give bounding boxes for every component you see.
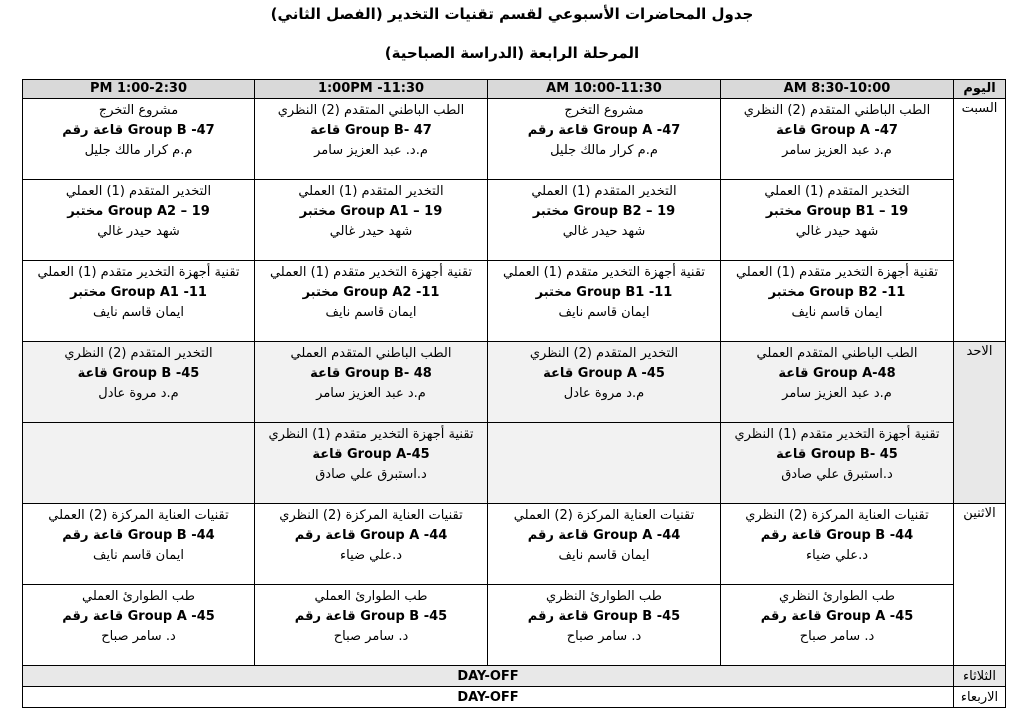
lecture-cell: التخدير المتقدم (1) العملي Group A1 – 19 مختبر شهد حيدر غالي — [255, 180, 488, 261]
lecture-cell: مشروع التخرج Group A -47 قاعة رقم م.م كرار مالك جليل — [488, 99, 721, 180]
lecture-cell: الطب الباطني المتقدم (2) النظري Group A -47 قاعة م.د عبد العزيز سامر — [721, 99, 954, 180]
lecture-cell: تقنيات العناية المركزة (2) النظري Group B -44 قاعة رقم د.علي ضياء — [721, 504, 954, 585]
page-subtitle: المرحلة الرابعة (الدراسة الصباحية) — [384, 44, 640, 62]
time-slot-header: 11:30- 1:00PM — [255, 80, 488, 99]
table-row — [23, 585, 1006, 666]
table-row — [23, 261, 1006, 342]
day-label-sunday: الاحد — [954, 342, 1006, 504]
day-off-cell: DAY-OFF — [23, 687, 954, 708]
time-slot-header: 1:00-2:30 PM — [23, 80, 255, 99]
day-off-cell: DAY-OFF — [23, 666, 954, 687]
lecture-cell: طب الطوارئ النظري Group A -45 قاعة رقم د. سامر صباح — [721, 585, 954, 666]
table-row — [23, 423, 1006, 504]
table-row — [23, 504, 1006, 585]
lecture-cell: تقنية أجهزة التخدير متقدم (1) النظري Group A-45 قاعة د.استبرق علي صادق — [255, 423, 488, 504]
day-column-header: اليوم — [954, 80, 1006, 99]
lecture-cell: تقنيات العناية المركزة (2) النظري Group A -44 قاعة رقم د.علي ضياء — [255, 504, 488, 585]
lecture-cell: التخدير المتقدم (2) النظري Group A -45 قاعة م.د مروة عادل — [488, 342, 721, 423]
lecture-cell: طب الطوارئ النظري Group B -45 قاعة رقم د. سامر صباح — [488, 585, 721, 666]
lecture-cell: تقنية أجهزة التخدير متقدم (1) العملي Group B1 -11 مختبر ايمان قاسم نايف — [488, 261, 721, 342]
lecture-cell: التخدير المتقدم (1) العملي Group B1 – 19 مختبر شهد حيدر غالي — [721, 180, 954, 261]
empty-cell — [488, 423, 721, 504]
page-title: جدول المحاضرات الأسبوعي لقسم تقنيات التخدير (الفصل الثاني) — [270, 5, 754, 23]
lecture-cell: التخدير المتقدم (1) العملي Group B2 – 19 مختبر شهد حيدر غالي — [488, 180, 721, 261]
lecture-cell: تقنية أجهزة التخدير متقدم (1) العملي Group A1 -11 مختبر ايمان قاسم نايف — [23, 261, 255, 342]
day-label-monday: الاثنين — [954, 504, 1006, 666]
lecture-cell: تقنية أجهزة التخدير متقدم (1) العملي Group A2 -11 مختبر ايمان قاسم نايف — [255, 261, 488, 342]
table-row — [23, 687, 1006, 708]
lecture-cell: تقنية أجهزة التخدير متقدم (1) النظري Group B- 45 قاعة د.استبرق علي صادق — [721, 423, 954, 504]
lecture-cell: مشروع التخرج Group B -47 قاعة رقم م.م كرار مالك جليل — [23, 99, 255, 180]
header-row — [23, 80, 1006, 99]
empty-cell — [23, 423, 255, 504]
lecture-cell: التخدير المتقدم (1) العملي Group A2 – 19 مختبر شهد حيدر غالي — [23, 180, 255, 261]
lecture-cell: تقنيات العناية المركزة (2) العملي Group A -44 قاعة رقم ايمان قاسم نايف — [488, 504, 721, 585]
day-label-tuesday: الثلاثاء — [954, 666, 1006, 687]
lecture-cell: الطب الباطني المتقدم العملي Group A-48 قاعة م.د عبد العزيز سامر — [721, 342, 954, 423]
time-slot-header: 10:00-11:30 AM — [488, 80, 721, 99]
day-label-saturday: السبت — [954, 99, 1006, 342]
table-row — [23, 342, 1006, 423]
lecture-cell: الطب الباطني المتقدم العملي Group B- 48 قاعة م.د عبد العزيز سامر — [255, 342, 488, 423]
table-row — [23, 666, 1006, 687]
lecture-cell: التخدير المتقدم (2) النظري Group B -45 قاعة م.د مروة عادل — [23, 342, 255, 423]
table-row — [23, 99, 1006, 180]
lecture-cell: طب الطوارئ العملي Group B -45 قاعة رقم د. سامر صباح — [255, 585, 488, 666]
time-slot-header: 8:30-10:00 AM — [721, 80, 954, 99]
table-row — [23, 180, 1006, 261]
schedule-table — [22, 79, 1006, 708]
lecture-cell: تقنية أجهزة التخدير متقدم (1) العملي Group B2 -11 مختبر ايمان قاسم نايف — [721, 261, 954, 342]
lecture-cell: طب الطوارئ العملي Group A -45 قاعة رقم د. سامر صباح — [23, 585, 255, 666]
day-label-wednesday: الاربعاء — [954, 687, 1006, 708]
lecture-cell: تقنيات العناية المركزة (2) العملي Group B -44 قاعة رقم ايمان قاسم نايف — [23, 504, 255, 585]
lecture-cell: الطب الباطني المتقدم (2) النظري Group B- 47 قاعة م.د. عبد العزيز سامر — [255, 99, 488, 180]
